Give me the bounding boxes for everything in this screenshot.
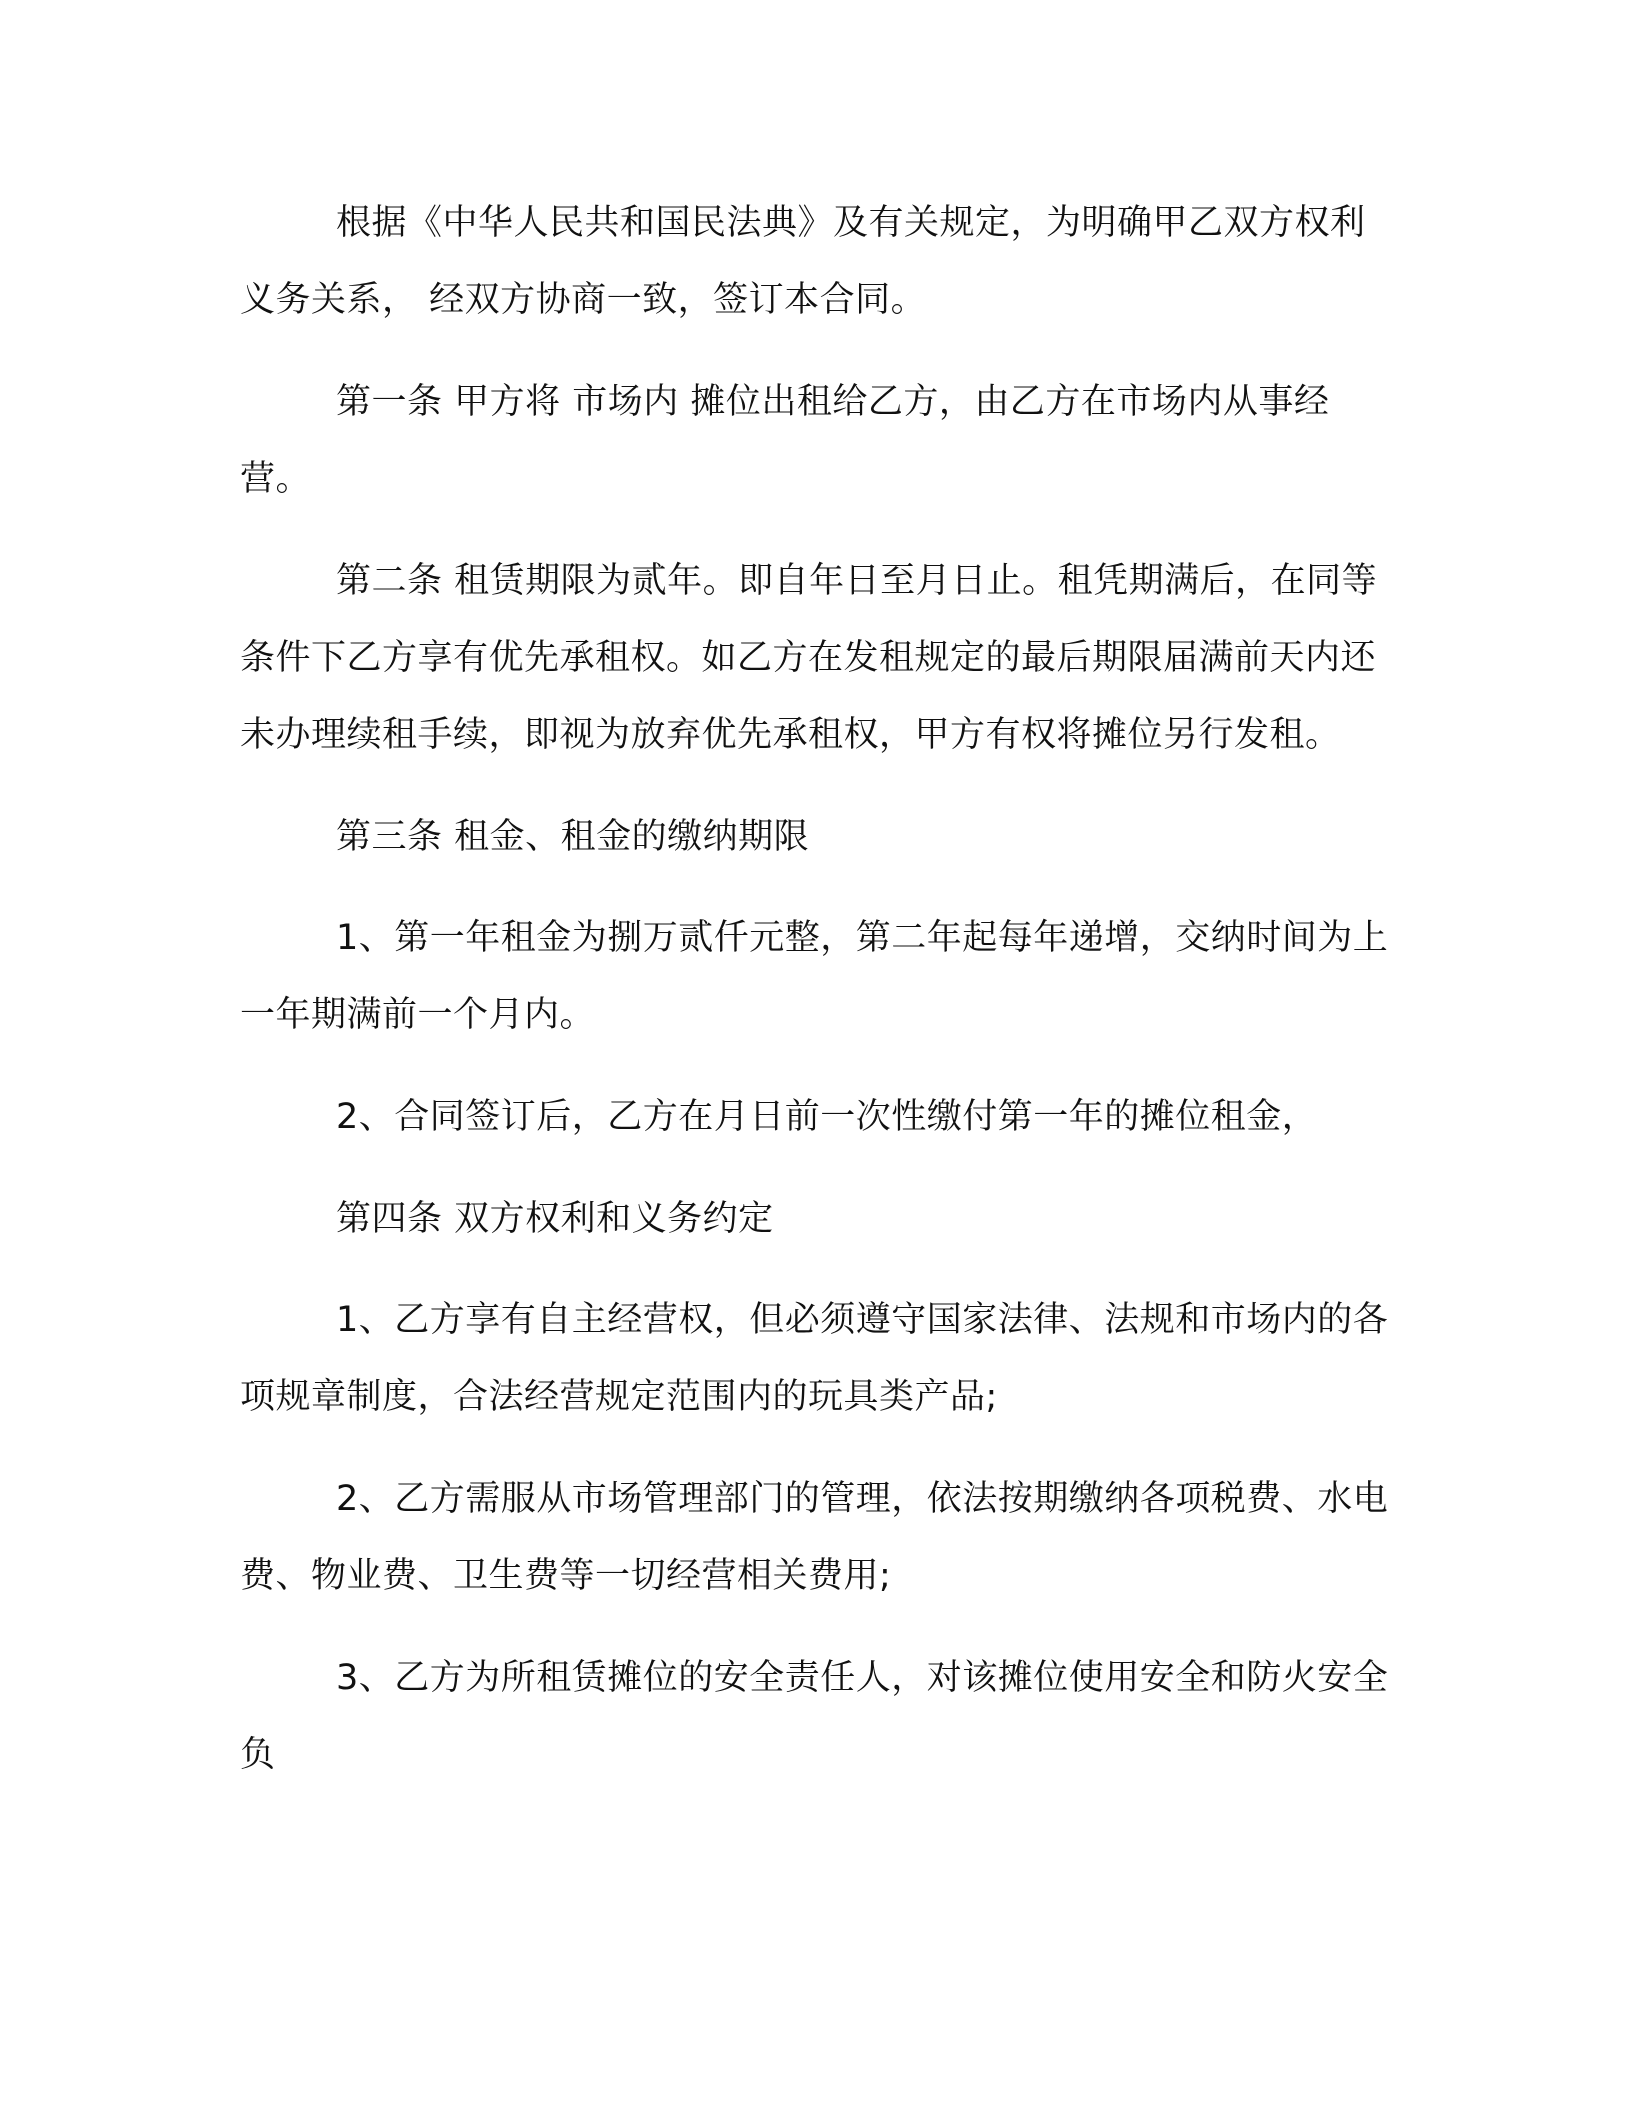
paragraph-article-4-item-3: 3、乙方为所租赁摊位的安全责任人，对该摊位使用安全和防火安全负 (240, 1658, 1389, 1775)
paragraph-article-4-heading: 第四条 双方权利和义务约定 (336, 1199, 774, 1239)
paragraph-article-3-item-1: 1、第一年租金为捌万贰仟元整，第二年起每年递增，交纳时间为上一年期满前一个月内。 (240, 918, 1389, 1035)
paragraph-article-4-item-2: 2、乙方需服从市场管理部门的管理，依法按期缴纳各项税费、水电费、物业费、卫生费等一切经营相关费用; (240, 1479, 1389, 1596)
paragraph-article-3-item-2: 2、合同签订后，乙方在月日前一次性缴付第一年的摊位租金， (336, 1097, 1318, 1137)
document-body (240, 185, 1390, 1819)
paragraph-article-1: 第一条 甲方将 市场内 摊位出租给乙方，由乙方在市场内从事经营。 (240, 382, 1330, 499)
paragraph-preamble: 根据《中华人民共和国民法典》及有关规定，为明确甲乙双方权利义务关系， 经双方协商一致，签订本合同。 (240, 203, 1366, 320)
paragraph-article-4-item-1: 1、乙方享有自主经营权，但必须遵守国家法律、法规和市场内的各项规章制度，合法经营规定范围内的玩具类产品; (240, 1300, 1389, 1417)
paragraph-article-2: 第二条 租赁期限为贰年。即自年日至月日止。租凭期满后，在同等条件下乙方享有优先承租权。如乙方在发租规定的最后期限届满前天内还未办理续租手续，即视为放弃优先承租权，甲方有权将摊位另行发租。 (240, 561, 1378, 755)
paragraph-article-3-heading: 第三条 租金、租金的缴纳期限 (336, 817, 810, 857)
